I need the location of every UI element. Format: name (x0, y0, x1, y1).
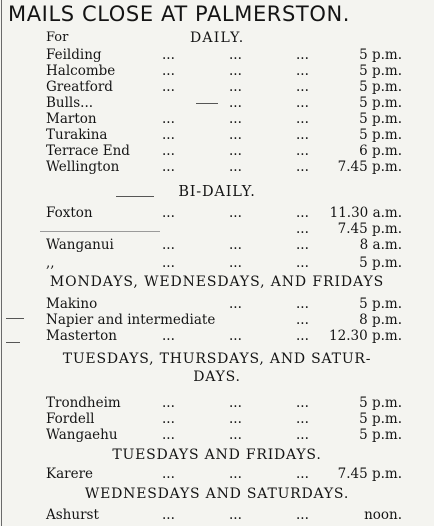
closing-time: 5 p.m. (359, 395, 402, 411)
leader-dots: ... (296, 427, 309, 443)
list-item (0, 79, 434, 95)
leader-dots: ... (162, 255, 175, 271)
print-speck (6, 342, 20, 343)
leader-dots: ... (229, 63, 242, 79)
closing-time: 7.45 p.m. (337, 221, 402, 237)
leader-dots: ... (296, 47, 309, 63)
print-speck (40, 231, 160, 232)
leader-dots: ... (162, 328, 175, 344)
for-label: For (46, 30, 69, 45)
closing-time: 8 a.m. (359, 237, 402, 253)
leader-dots: ... (229, 127, 242, 143)
leader-dots: ... (296, 95, 309, 111)
closing-time: 5 p.m. (359, 255, 402, 271)
ditto-mark: ,, (46, 255, 55, 271)
leader-dots: ... (229, 507, 242, 523)
list-item (0, 47, 434, 63)
leader-dots: ... (162, 47, 175, 63)
leader-dots: ... (296, 63, 309, 79)
section-heading-ws: WEDNESDAYS AND SATURDAYS. (84, 486, 350, 502)
closing-time: 5 p.m. (359, 411, 402, 427)
leader-dots: ... (296, 328, 309, 344)
leader-dots: ... (296, 205, 309, 221)
destination-name: Bulls... (46, 95, 94, 111)
leader-dots: ... (229, 427, 242, 443)
leader-dots: ... (296, 255, 309, 271)
closing-time: 5 p.m. (359, 127, 402, 143)
leader-dots: ... (162, 395, 175, 411)
list-item (0, 237, 434, 253)
list-item (0, 143, 434, 159)
list-item (0, 111, 434, 127)
closing-time: 5 p.m. (359, 63, 402, 79)
leader-dots: ... (296, 127, 309, 143)
leader-dots: ... (162, 111, 175, 127)
print-speck (196, 103, 218, 104)
leader-dots: ... (229, 466, 242, 482)
leader-dots: ... (229, 296, 242, 312)
list-item (0, 205, 434, 221)
leader-dots: ... (162, 143, 175, 159)
list-item (0, 395, 434, 411)
destination-name: Karere (46, 466, 94, 482)
list-item (0, 328, 434, 344)
leader-dots: ... (296, 143, 309, 159)
closing-time: 5 p.m. (359, 427, 402, 443)
leader-dots: ... (162, 427, 175, 443)
print-speck (116, 196, 154, 197)
destination-name: Feilding (46, 47, 102, 63)
list-item (0, 466, 434, 482)
destination-name: Halcombe (46, 63, 116, 79)
leader-dots: ... (229, 47, 242, 63)
list-item (0, 507, 434, 523)
destination-name: Wanganui (46, 237, 114, 253)
destination-name: Greatford (46, 79, 113, 95)
destination-name: Makino (46, 296, 98, 312)
destination-name: Wangaehu (46, 427, 118, 443)
destination-name: Wellington (46, 159, 120, 175)
destination-name: Napier and intermediate (46, 312, 216, 328)
leader-dots: ... (229, 205, 242, 221)
leader-dots: ... (162, 411, 175, 427)
leader-dots: ... (162, 507, 175, 523)
closing-time: noon. (364, 507, 402, 523)
leader-dots: ... (229, 111, 242, 127)
leader-dots: ... (162, 63, 175, 79)
leader-dots: ... (229, 79, 242, 95)
list-item (0, 127, 434, 143)
closing-time: 6 p.m. (359, 143, 402, 159)
destination-name: Ashurst (46, 507, 99, 523)
leader-dots: ... (229, 95, 242, 111)
closing-time: 5 p.m. (359, 95, 402, 111)
leader-dots: ... (296, 466, 309, 482)
section-heading-tts-cont: DAYS. (193, 369, 241, 385)
closing-time: 5 p.m. (359, 79, 402, 95)
leader-dots: ... (296, 221, 309, 237)
leader-dots: ... (296, 507, 309, 523)
leader-dots: ... (229, 255, 242, 271)
page-title: MAILS CLOSE AT PALMERSTON. (8, 2, 351, 26)
closing-time: 7.45 p.m. (337, 159, 402, 175)
section-heading-bidaily: BI-DAILY. (178, 184, 256, 200)
closing-time: 11.30 a.m. (329, 205, 402, 221)
destination-name: Terrace End (46, 143, 130, 159)
leader-dots: ... (229, 328, 242, 344)
closing-time: 5 p.m. (359, 296, 402, 312)
leader-dots: ... (296, 237, 309, 253)
section-heading-tts: TUESDAYS, THURSDAYS, AND SATUR- (62, 351, 372, 367)
destination-name: Marton (46, 111, 97, 127)
destination-name: Fordell (46, 411, 95, 427)
daily-heading-row (0, 30, 434, 46)
list-item (0, 312, 434, 328)
leader-dots: ... (296, 312, 309, 328)
list-item (0, 411, 434, 427)
leader-dots: ... (296, 111, 309, 127)
leader-dots: ... (162, 79, 175, 95)
list-item (0, 255, 434, 271)
leader-dots: ... (162, 237, 175, 253)
destination-name: Masterton (46, 328, 117, 344)
destination-name: Trondheim (46, 395, 121, 411)
leader-dots: ... (229, 395, 242, 411)
leader-dots: ... (296, 79, 309, 95)
leader-dots: ... (296, 395, 309, 411)
leader-dots: ... (162, 127, 175, 143)
leader-dots: ... (162, 466, 175, 482)
leader-dots: ... (296, 411, 309, 427)
leader-dots: ... (229, 411, 242, 427)
closing-time: 5 p.m. (359, 47, 402, 63)
closing-time: 7.45 p.m. (337, 466, 402, 482)
leader-dots: ... (229, 237, 242, 253)
leader-dots: ... (296, 159, 309, 175)
closing-time: 12.30 p.m. (329, 328, 402, 344)
leader-dots: ... (229, 159, 242, 175)
list-item (0, 296, 434, 312)
list-item (0, 221, 434, 237)
section-heading-tf: TUESDAYS AND FRIDAYS. (112, 447, 322, 463)
leader-dots: ... (162, 205, 175, 221)
section-heading-mwf: MONDAYS, WEDNESDAYS, AND FRIDAYS (49, 274, 385, 290)
destination-name: Foxton (46, 205, 93, 221)
list-item (0, 63, 434, 79)
leader-dots: ... (296, 296, 309, 312)
closing-time: 5 p.m. (359, 111, 402, 127)
list-item (0, 159, 434, 175)
list-item (0, 427, 434, 443)
leader-dots: ... (229, 143, 242, 159)
section-heading-daily: DAILY. (190, 30, 245, 46)
leader-dots: ... (162, 159, 175, 175)
destination-name: Turakina (46, 127, 108, 143)
closing-time: 8 p.m. (359, 312, 402, 328)
print-speck (6, 318, 24, 319)
